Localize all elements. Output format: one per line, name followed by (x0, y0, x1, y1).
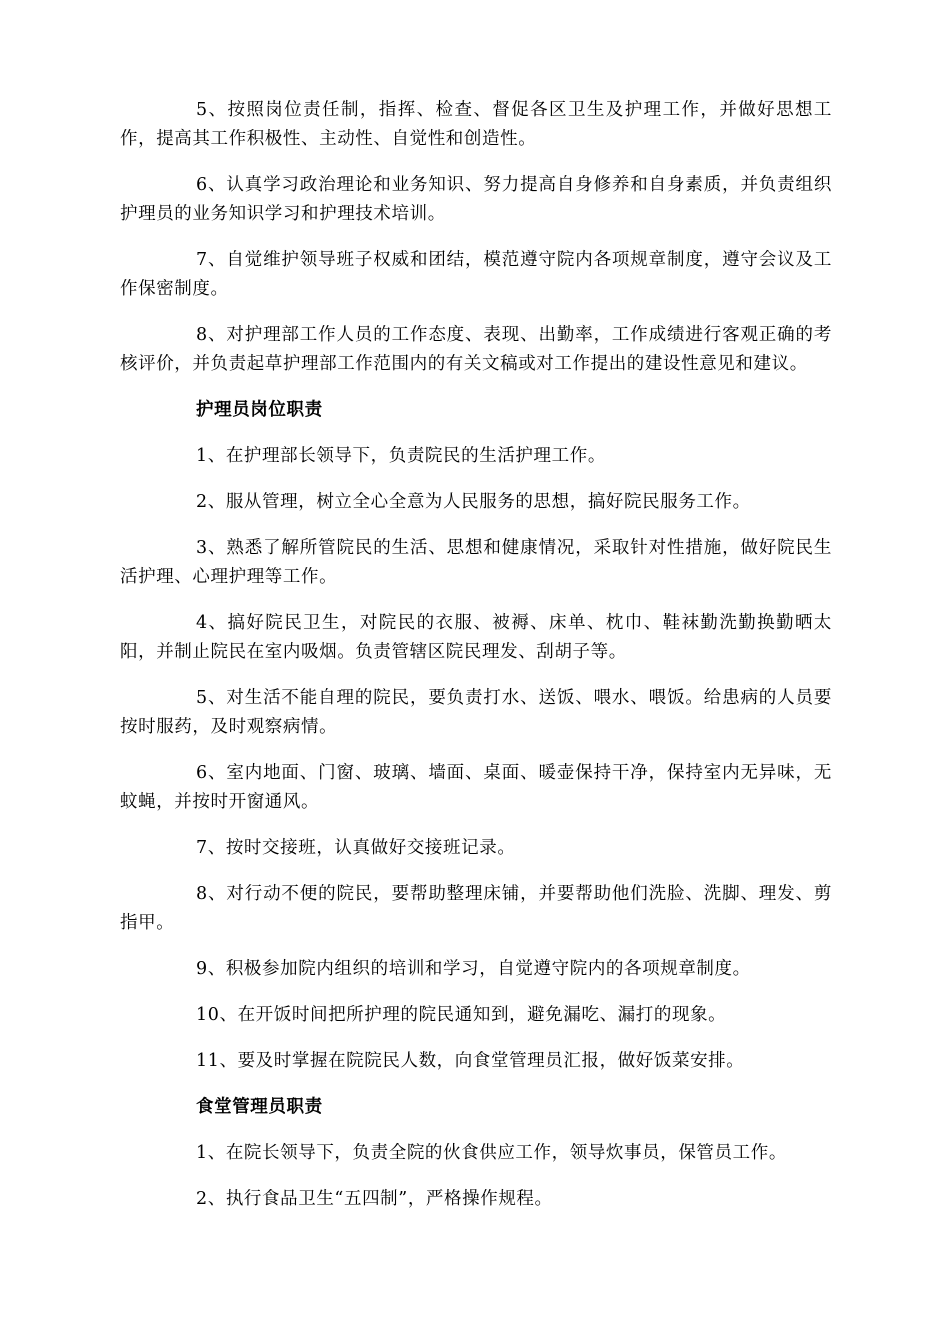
paragraph: 5、按照岗位责任制，指挥、检查、督促各区卫生及护理工作，并做好思想工作，提高其工作积极性、主动性、自觉性和创造性。 (120, 100, 832, 149)
paragraph: 6、认真学习政治理论和业务知识、努力提高自身修养和自身素质，并负责组织护理员的业务知识学习和护理技术培训。 (120, 175, 832, 224)
paragraph: 8、对行动不便的院民，要帮助整理床铺，并要帮助他们洗脸、洗脚、理发、剪指甲。 (120, 884, 832, 933)
paragraph: 1、在护理部长领导下，负责院民的生活护理工作。 (196, 446, 606, 466)
paragraph: 4、搞好院民卫生，对院民的衣服、被褥、床单、枕巾、鞋袜勤洗勤换勤晒太阳，并制止院民在室内吸烟。负责管辖区院民理发、刮胡子等。 (120, 613, 832, 662)
document-page (120, 96, 832, 1231)
paragraph: 2、执行食品卫生“五四制”，严格操作规程。 (196, 1189, 553, 1209)
paragraph: 5、对生活不能自理的院民，要负责打水、送饭、喂水、喂饭。给患病的人员要按时服药，及时观察病情。 (120, 688, 832, 737)
paragraph: 8、对护理部工作人员的工作态度、表现、出勤率，工作成绩进行客观正确的考核评价，并负责起草护理部工作范围内的有关文稿或对工作提出的建设性意见和建议。 (120, 325, 832, 374)
paragraph: 9、积极参加院内组织的培训和学习，自觉遵守院内的各项规章制度。 (196, 959, 751, 979)
paragraph: 11、要及时掌握在院院民人数，向食堂管理员汇报，做好饭菜安排。 (196, 1051, 745, 1071)
paragraph: 6、室内地面、门窗、玻璃、墙面、桌面、暖壶保持干净，保持室内无异味，无蚊蝇，并按时开窗通风。 (120, 763, 832, 812)
section-heading: 护理员岗位职责 (196, 400, 323, 420)
paragraph: 7、自觉维护领导班子权威和团结，模范遵守院内各项规章制度，遵守会议及工作保密制度。 (120, 250, 832, 299)
section-heading: 食堂管理员职责 (196, 1097, 323, 1117)
paragraph: 1、在院长领导下，负责全院的伙食供应工作，领导炊事员，保管员工作。 (196, 1143, 787, 1163)
paragraph: 2、服从管理，树立全心全意为人民服务的思想，搞好院民服务工作。 (196, 492, 751, 512)
paragraph: 10、在开饭时间把所护理的院民通知到，避免漏吃、漏打的现象。 (196, 1005, 727, 1025)
paragraph: 7、按时交接班，认真做好交接班记录。 (196, 838, 516, 858)
paragraph: 3、熟悉了解所管院民的生活、思想和健康情况，采取针对性措施，做好院民生活护理、心理护理等工作。 (120, 538, 832, 587)
